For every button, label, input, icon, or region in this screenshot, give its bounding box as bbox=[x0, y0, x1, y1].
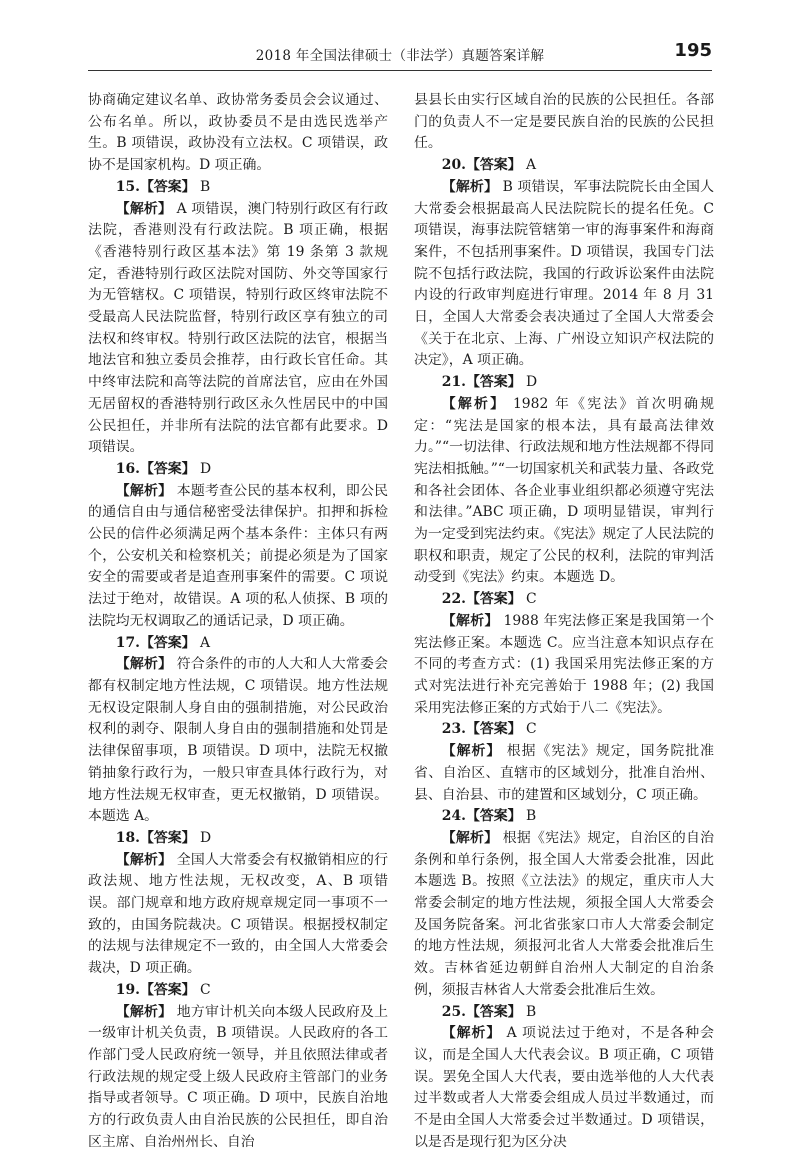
answer-label: 16.【答案】 bbox=[115, 460, 196, 477]
answer-line-16 bbox=[88, 459, 388, 481]
analysis-16 bbox=[88, 481, 388, 633]
answer-line-15 bbox=[88, 177, 388, 199]
answer-value: D bbox=[199, 829, 212, 846]
analysis-text: 1982 年《宪法》首次明确规定：“宪法是国家的根本法，具有最高法律效力。”“一切法律、行政法规和地方性法规都不得同宪法相抵触。”“一切国家机关和武装力量、各政党和各社会团体、各企业事业组织都必须遵守宪法和法律。”ABC 项正确，D 项明显错误，审判行为一定受到宪法约束。《宪法》规定了人民法院的职权和职责，规定了公民的权利，法院的审判活动受到《宪法》约束。本题选 D。 bbox=[414, 395, 714, 586]
analysis-text: 地方审计机关向本级人民政府及上一级审计机关负责，B 项错误。人民政府的各工作部门受人民政府统一领导，并且依照法律或者行政法规的规定受上级人民政府主管部门的业务指导或者领导。C 项正确。D 项中，民族自治地方的行政负责人由自治民族的公民担任，即自治区主席、自治州州长、自治 bbox=[88, 1003, 388, 1150]
answer-value: B bbox=[199, 178, 211, 195]
answer-label: 17.【答案】 bbox=[115, 634, 196, 651]
analysis-22 bbox=[414, 611, 714, 720]
answer-line-21 bbox=[414, 372, 714, 394]
paragraph: 协商确定建议名单、政协常务委员会会议通过、公布名单。所以，政协委员不是由选民选举产生。B 项错误，政协没有立法权。C 项错误，政协不是国家机构。D 项正确。 bbox=[88, 92, 388, 174]
answer-line-23 bbox=[414, 719, 714, 741]
answer-label: 23.【答案】 bbox=[441, 721, 522, 738]
analysis-label: 【解析】 bbox=[115, 656, 173, 673]
analysis-text: 全国人大常委会有权撤销相应的行政法规、地方性法规，无权改变，A、B 项错误。部门规章和地方政府规章规定同一事项不一致的，由国务院裁决。C 项错误。根据授权制定的法规与法律规定不一致的，由全国人大常委会裁决，D 项正确。 bbox=[88, 851, 388, 977]
answer-value: A bbox=[525, 157, 536, 174]
answer-line-24 bbox=[414, 806, 714, 828]
analysis-18 bbox=[88, 850, 388, 980]
answer-label: 18.【答案】 bbox=[115, 829, 196, 846]
analysis-text: A 项错误，澳门特别行政区有行政法院，香港则没有行政法院。B 项正确，根据《香港特别行政区基本法》第 19 条第 3 款规定，香港特别行政区法院对国防、外交等国家行为无管辖权。C 项错误，特别行政区终审法院不受最高人民法院监督，特别行政区享有独立的司法权和终审权。特别行政区法院的法官，根据当地法官和独立委员会推荐，由行政长官任命。其中终审法院和高等法院的首席法官，应由在外国无居留权的香港特别行政区永久性居民中的中国公民担任，并非所有法院的法官都有此要求。D 项错误。 bbox=[88, 200, 388, 456]
answer-line-25 bbox=[414, 1002, 714, 1024]
analysis-label: 【解析】 bbox=[441, 612, 499, 629]
answer-value: C bbox=[525, 721, 537, 738]
answer-label: 20.【答案】 bbox=[441, 157, 522, 174]
running-title: 2018 年全国法律硕士（非法学）真题答案详解 bbox=[255, 48, 545, 64]
answer-line-17 bbox=[88, 633, 388, 655]
analysis-label: 【解析】 bbox=[441, 743, 502, 760]
answer-value: C bbox=[525, 591, 537, 608]
answer-value: A bbox=[199, 634, 210, 651]
header-rule bbox=[88, 70, 712, 71]
paragraph: 县县长由实行区域自治的民族的公民担任。各部门的负责人不一定是要民族自治的民族的公民担任。 bbox=[414, 92, 714, 152]
analysis-text: B 项错误，军事法院院长由全国人大常委会根据最高人民法院院长的提名任免。C 项错误，海事法院管辖第一审的海事案件和海商案件，不包括刑事案件。D 项错误，我国专门法院不包括行政法院，我国的行政诉讼案件由法院内设的行政审判庭进行审理。2014 年 8 月 31 日，全国人大常委会表决通过了全国人大常委会《关于在北京、上海、广州设立知识产权法院的决定》，A 项正确。 bbox=[414, 178, 714, 369]
analysis-text: 本题考查公民的基本权利，即公民的通信自由与通信秘密受法律保护。扣押和拆检公民的信件必须满足两个基本条件：主体只有两个，公安机关和检察机关；前提必须是为了国家安全的需要或者是追查刑事案件的需要。C 项说法过于绝对，故错误。A 项的私人侦探、B 项的法院均无权调取乙的通话记录，D 项正确。 bbox=[88, 482, 388, 629]
answer-value: C bbox=[199, 981, 211, 998]
analysis-text: A 项说法过于绝对，不是各种会议，而是全国人大代表会议。B 项正确，C 项错误。罢免全国人大代表，要由选举他的人大代表过半数或者人大常委会组成人员过半数通过，而不是由全国人大常委会过半数通过。D 项错误，以是否是现行犯为区分决 bbox=[414, 1025, 714, 1150]
answer-label: 22.【答案】 bbox=[441, 591, 522, 608]
analysis-20 bbox=[414, 177, 714, 372]
page-number: 195 bbox=[674, 40, 712, 61]
page-header bbox=[88, 30, 712, 70]
analysis-text: 符合条件的市的人大和人大常委会都有权制定地方性法规，C 项错误。地方性法规无权设定限制人身自由的强制措施，对公民政治权利的剥夺、限制人身自由的强制措施和处罚是法律保留事项，B 项错误。D 项中，法院无权撤销抽象行政行为，一般只审查具体行政行为，对地方性法规无权审查，更无权撤销，D 项错误。本题选 A。 bbox=[88, 656, 388, 825]
analysis-19 bbox=[88, 1002, 388, 1154]
analysis-15 bbox=[88, 199, 388, 459]
left-column bbox=[88, 90, 388, 1153]
answer-value: D bbox=[199, 460, 212, 477]
analysis-text: 根据《宪法》规定，自治区的自治条例和单行条例，报全国人大常委会批准，因此本题选 B。按照《立法法》的规定，重庆市人大常委会制定的地方性法规，须报全国人大常委会及国务院备案。河北省张家口市人大常委会制定的地方性法规，须报河北省人大常委会批准后生效。吉林省延边朝鲜自治州人大制定的自治条例，须报吉林省人大常委会批准后生效。 bbox=[414, 829, 714, 998]
answer-line-20 bbox=[414, 155, 714, 177]
analysis-23 bbox=[414, 741, 714, 806]
analysis-label: 【解析】 bbox=[115, 482, 173, 499]
answer-label: 24.【答案】 bbox=[441, 808, 522, 825]
answer-label: 15.【答案】 bbox=[115, 178, 196, 195]
analysis-label: 【解析】 bbox=[115, 851, 173, 868]
answer-value: B bbox=[525, 808, 537, 825]
analysis-label: 【解析】 bbox=[115, 1003, 173, 1020]
analysis-label: 【解析】 bbox=[441, 395, 507, 412]
analysis-24 bbox=[414, 828, 714, 1002]
analysis-21 bbox=[414, 394, 714, 589]
answer-value: D bbox=[525, 374, 538, 391]
answer-label: 19.【答案】 bbox=[115, 981, 196, 998]
analysis-label: 【解析】 bbox=[441, 178, 499, 195]
answer-label: 25.【答案】 bbox=[441, 1003, 522, 1020]
analysis-label: 【解析】 bbox=[441, 1025, 502, 1042]
analysis-label: 【解析】 bbox=[441, 829, 499, 846]
analysis-label: 【解析】 bbox=[115, 200, 173, 217]
analysis-25 bbox=[414, 1023, 714, 1153]
analysis-text: 1988 年宪法修正案是我国第一个宪法修正案。本题选 C。应当注意本知识点存在不同的考查方式：(1) 我国采用宪法修正案的方式对宪法进行补充完善始于 1988 年；(2) 我国采用宪法修正案的方式始于八二《宪法》。 bbox=[414, 612, 714, 716]
answer-label: 21.【答案】 bbox=[441, 374, 522, 391]
right-column bbox=[414, 90, 714, 1153]
answer-line-22 bbox=[414, 589, 714, 611]
analysis-text: 根据《宪法》规定，国务院批准省、自治区、直辖市的区域划分，批准自治州、县、自治县、市的建置和区域划分，C 项正确。 bbox=[414, 743, 714, 803]
analysis-17 bbox=[88, 654, 388, 828]
answer-line-18 bbox=[88, 828, 388, 850]
answer-value: B bbox=[525, 1003, 537, 1020]
answer-line-19 bbox=[88, 980, 388, 1002]
